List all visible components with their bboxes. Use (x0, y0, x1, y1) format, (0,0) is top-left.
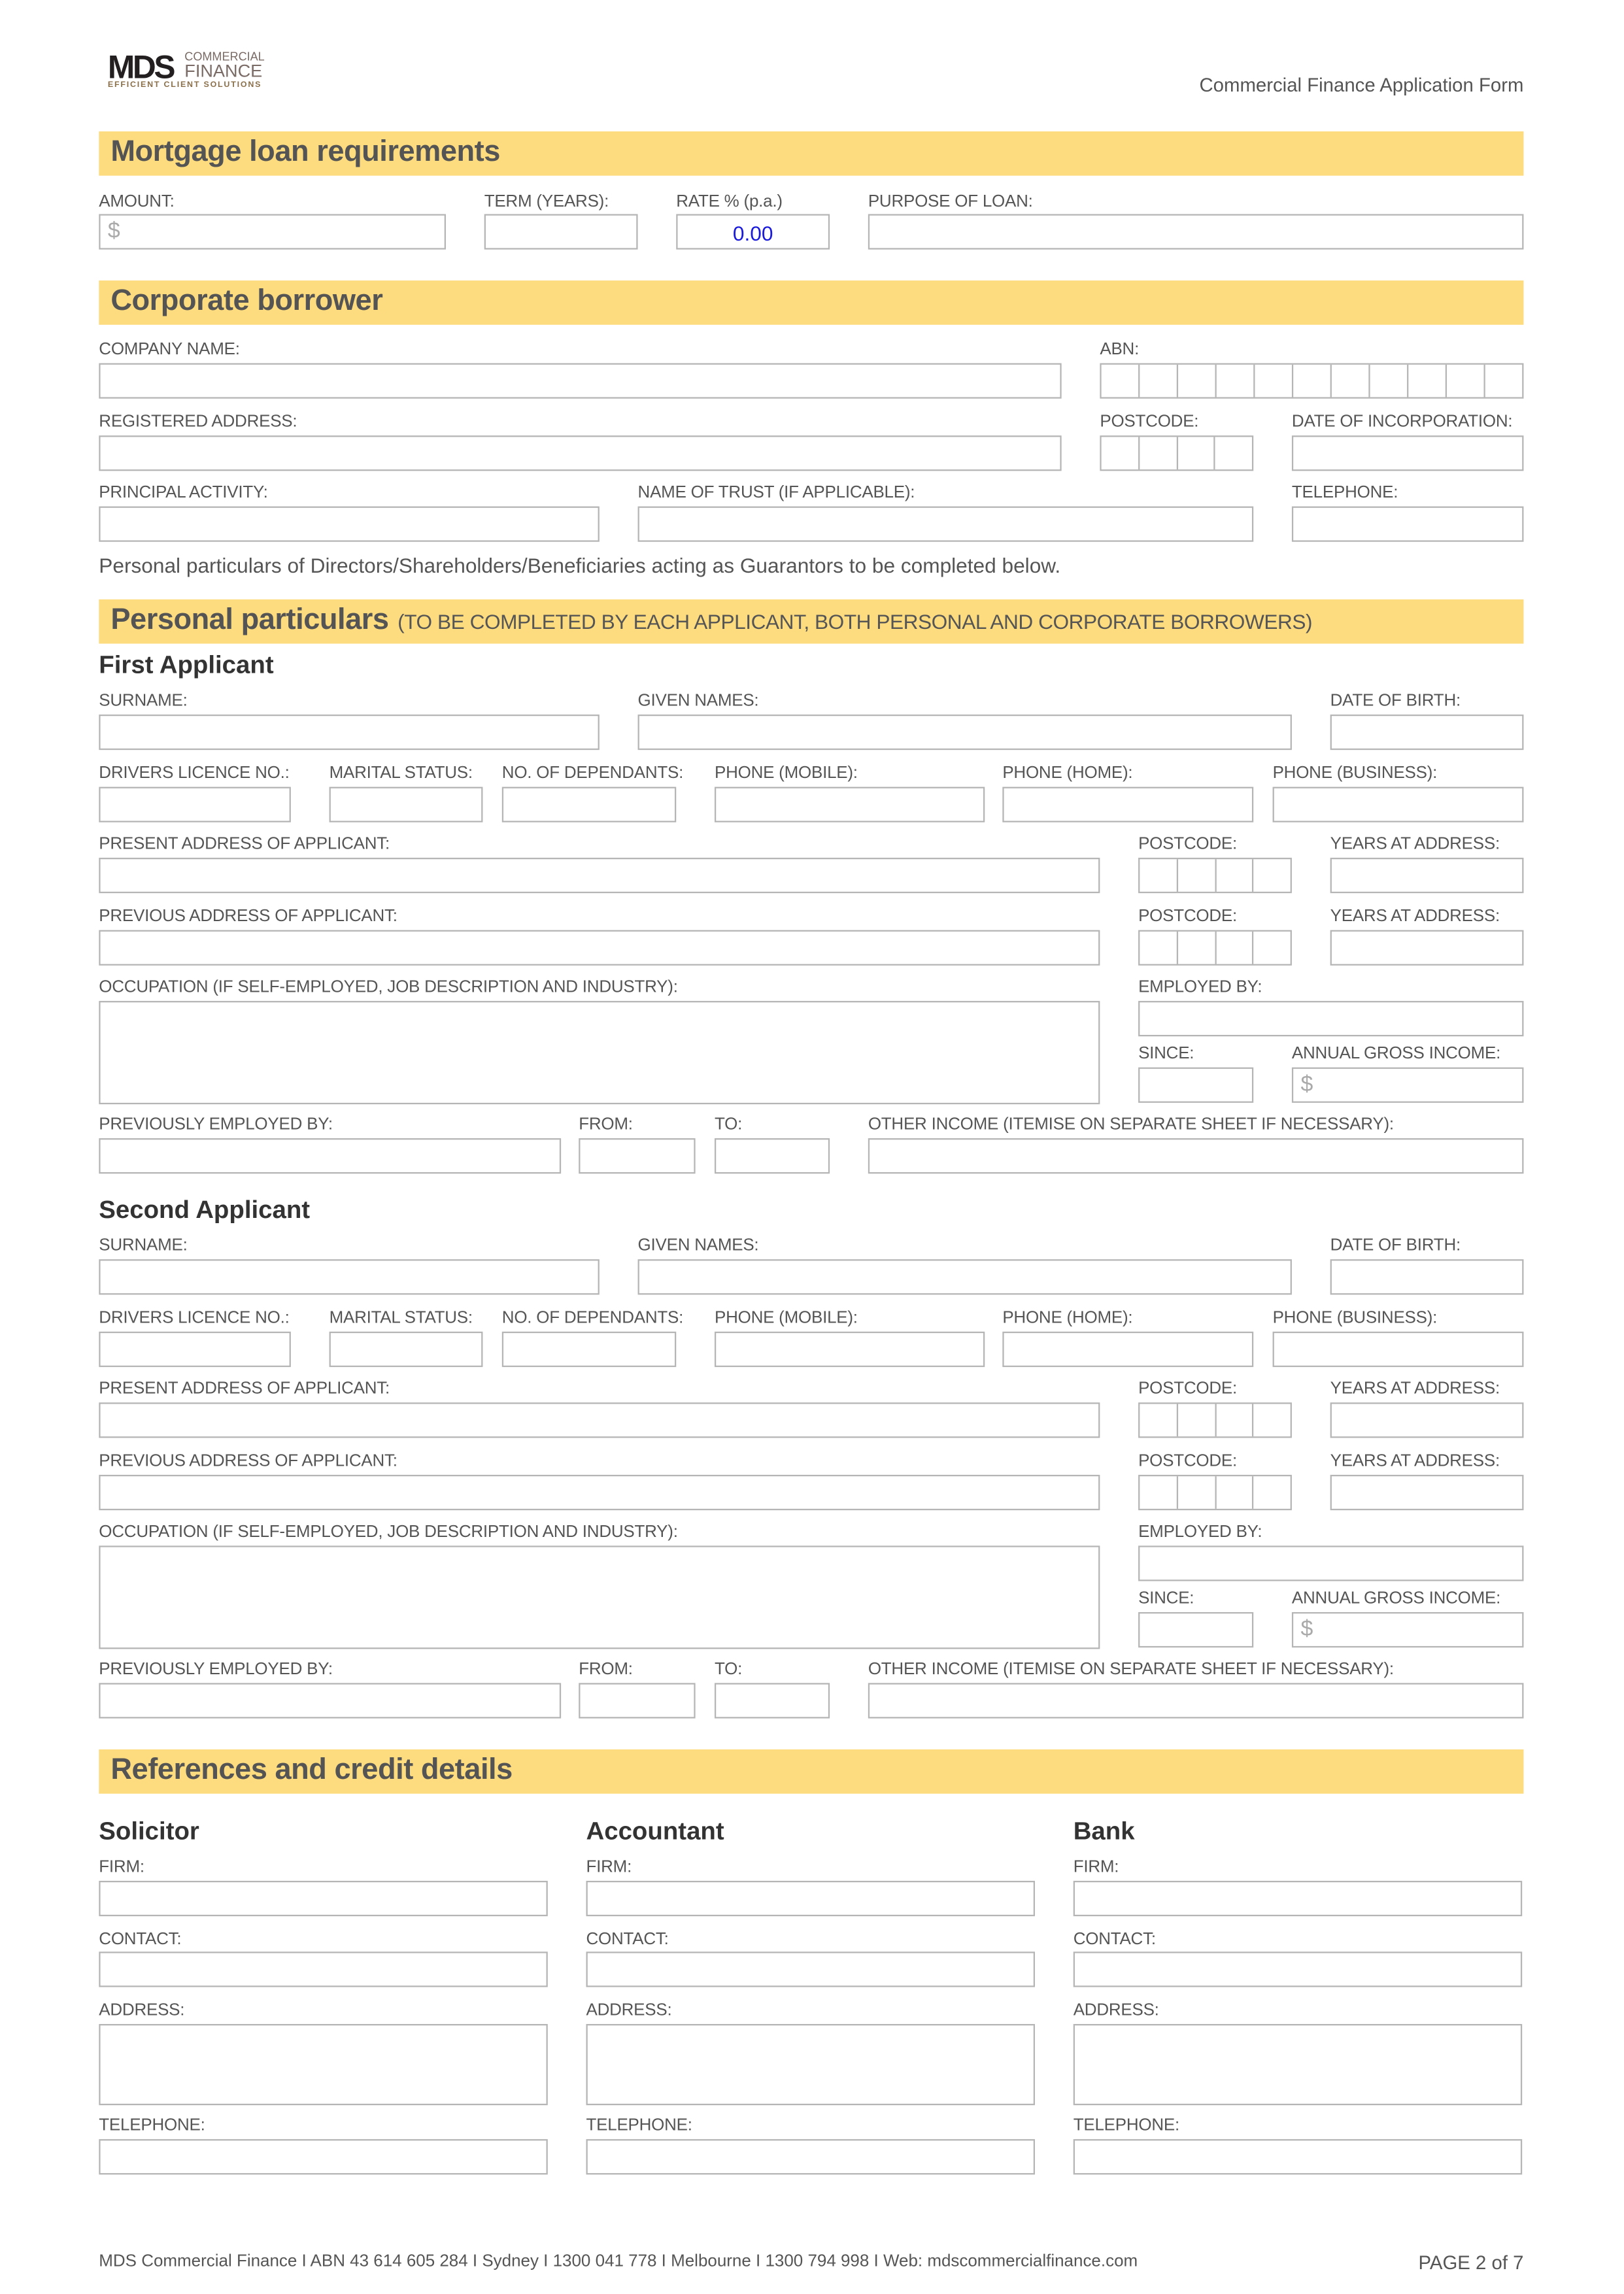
company-label: COMPANY NAME: (99, 341, 240, 359)
firm-label: FIRM: (586, 1859, 632, 1877)
contact-label: CONTACT: (1073, 1931, 1156, 1949)
business-phone-input[interactable] (1273, 787, 1524, 822)
address-label: ADDRESS: (1073, 2002, 1159, 2020)
employed-by-input[interactable] (1138, 1001, 1523, 1036)
contact-input[interactable] (99, 1951, 547, 1987)
activity-input[interactable] (99, 507, 600, 542)
telephone-input[interactable] (586, 2139, 1035, 2174)
marital-input[interactable] (330, 1332, 483, 1367)
mobile-input[interactable] (715, 787, 985, 822)
company-input[interactable] (99, 363, 1061, 399)
income-input[interactable] (1292, 1612, 1524, 1647)
dob-input[interactable] (1330, 1259, 1524, 1294)
firm-input[interactable] (1074, 1881, 1522, 1916)
dependants-input[interactable] (502, 1332, 676, 1367)
other-income-label: OTHER INCOME (ITEMISE ON SEPARATE SHEET IF NECESSARY): (868, 1661, 1394, 1679)
firm-input[interactable] (586, 1881, 1035, 1916)
occupation-label: OCCUPATION (IF SELF-EMPLOYED, JOB DESCRIPTION AND INDUSTRY): (99, 1523, 678, 1542)
to-label: TO: (714, 1116, 743, 1134)
rate-value: 0.00 (732, 221, 773, 245)
dob-label: DATE OF BIRTH: (1330, 1237, 1461, 1255)
dependants-label: NO. OF DEPENDANTS: (501, 764, 684, 783)
reference-title: Accountant (586, 1817, 724, 1846)
firm-label: FIRM: (1073, 1859, 1119, 1877)
dollar-prefix: $ (107, 218, 120, 244)
incorporation-input[interactable] (1292, 435, 1524, 471)
postcode-input[interactable] (1138, 858, 1292, 893)
section-title: Personal particulars (TO BE COMPLETED BY EACH APPLICANT, BOTH PERSONAL AND CORPORATE BORROWERS) (110, 603, 1313, 637)
marital-input[interactable] (330, 787, 483, 822)
logo-line2: FINANCE (184, 60, 263, 82)
income-label: ANNUAL GROSS INCOME: (1291, 1590, 1501, 1608)
postcode-input[interactable] (1100, 435, 1253, 471)
amount-input[interactable] (99, 214, 446, 249)
section-references (99, 1749, 1523, 1794)
postcode-label: POSTCODE: (1138, 1453, 1238, 1471)
firm-input[interactable] (99, 1881, 547, 1916)
since-label: SINCE: (1138, 1590, 1194, 1608)
present-address-label: PRESENT ADDRESS OF APPLICANT: (99, 835, 390, 854)
from-input[interactable] (579, 1138, 695, 1173)
prev-employed-input[interactable] (99, 1138, 561, 1173)
home-phone-label: PHONE (HOME): (1002, 1309, 1133, 1328)
trust-label: NAME OF TRUST (IF APPLICABLE): (637, 484, 915, 502)
logo-tagline: EFFICIENT CLIENT SOLUTIONS (107, 81, 262, 90)
from-label: FROM: (579, 1661, 633, 1679)
postcode-input[interactable] (1138, 930, 1292, 966)
previous-address-input[interactable] (99, 1475, 1100, 1510)
contact-label: CONTACT: (586, 1931, 669, 1949)
occupation-label: OCCUPATION (IF SELF-EMPLOYED, JOB DESCRIPTION AND INDUSTRY): (99, 979, 678, 997)
other-income-input[interactable] (868, 1683, 1524, 1718)
rate-label: RATE % (p.a.) (676, 193, 783, 211)
section-title: Corporate borrower (110, 284, 383, 318)
occupation-input[interactable] (99, 1545, 1100, 1649)
present-address-input[interactable] (99, 858, 1100, 893)
years-input[interactable] (1330, 930, 1524, 966)
postcode-label: POSTCODE: (1138, 1380, 1238, 1398)
occupation-input[interactable] (99, 1001, 1100, 1104)
from-input[interactable] (579, 1683, 695, 1718)
section-personal (99, 599, 1523, 644)
telephone-label: TELEPHONE: (586, 2117, 692, 2135)
abn-input[interactable] (1100, 363, 1523, 399)
applicant-title: Second Applicant (99, 1196, 311, 1224)
dollar-prefix: $ (1300, 1616, 1313, 1642)
years-label: YEARS AT ADDRESS: (1330, 1380, 1500, 1398)
abn-label: ABN: (1100, 341, 1140, 359)
section-mortgage (99, 131, 1523, 176)
years-label: YEARS AT ADDRESS: (1330, 835, 1500, 854)
previous-address-label: PREVIOUS ADDRESS OF APPLICANT: (99, 907, 398, 926)
home-phone-input[interactable] (1002, 787, 1253, 822)
amount-label: AMOUNT: (99, 193, 175, 211)
given-names-input[interactable] (638, 1259, 1292, 1294)
other-income-input[interactable] (868, 1138, 1524, 1173)
prev-employed-input[interactable] (99, 1683, 561, 1718)
prev-employed-label: PREVIOUSLY EMPLOYED BY: (99, 1661, 333, 1679)
surname-label: SURNAME: (99, 1237, 188, 1255)
telephone-input[interactable] (1292, 507, 1524, 542)
footer-info: MDS Commercial Finance I ABN 43 614 605 284 I Sydney I 1300 041 778 I Melbourne I 1300 794 998 I Web: mdscommercialfinance.com (99, 2253, 1138, 2271)
since-input[interactable] (1138, 1068, 1253, 1103)
postcode-input[interactable] (1138, 1402, 1292, 1438)
address-input[interactable] (586, 2024, 1035, 2105)
surname-input[interactable] (99, 1259, 600, 1294)
incorporation-label: DATE OF INCORPORATION: (1291, 413, 1513, 431)
page-number: PAGE 2 of 7 (1418, 2251, 1524, 2274)
income-label: ANNUAL GROSS INCOME: (1291, 1045, 1501, 1063)
mobile-label: PHONE (MOBILE): (714, 1309, 858, 1328)
years-label: YEARS AT ADDRESS: (1330, 907, 1500, 926)
address-label: ADDRESS: (586, 2002, 672, 2020)
years-label: YEARS AT ADDRESS: (1330, 1453, 1500, 1471)
telephone-label: TELEPHONE: (1073, 2117, 1179, 2135)
telephone-label: TELEPHONE: (1291, 484, 1398, 502)
reference-title: Bank (1073, 1817, 1135, 1846)
years-input[interactable] (1330, 1402, 1524, 1438)
previous-address-input[interactable] (99, 930, 1100, 966)
to-input[interactable] (715, 1683, 830, 1718)
contact-input[interactable] (1074, 1951, 1522, 1987)
reference-title: Solicitor (99, 1817, 199, 1846)
other-income-label: OTHER INCOME (ITEMISE ON SEPARATE SHEET IF NECESSARY): (868, 1116, 1394, 1134)
dollar-prefix: $ (1300, 1071, 1313, 1097)
trust-input[interactable] (638, 507, 1254, 542)
postcode-input[interactable] (1138, 1475, 1292, 1510)
to-input[interactable] (715, 1138, 830, 1173)
section-title: Mortgage loan requirements (110, 135, 500, 169)
licence-label: DRIVERS LICENCE NO.: (99, 1309, 290, 1328)
section-corporate (99, 280, 1523, 325)
address-input[interactable] (1074, 2024, 1522, 2105)
term-label: TERM (YEARS): (484, 193, 609, 211)
prev-employed-label: PREVIOUSLY EMPLOYED BY: (99, 1116, 333, 1134)
telephone-input[interactable] (1074, 2139, 1522, 2174)
postcode-label: POSTCODE: (1138, 907, 1238, 926)
given-names-label: GIVEN NAMES: (637, 1237, 759, 1255)
telephone-input[interactable] (99, 2139, 547, 2174)
marital-label: MARITAL STATUS: (329, 1309, 473, 1328)
section-subtitle: (TO BE COMPLETED BY EACH APPLICANT, BOTH PERSONAL AND CORPORATE BORROWERS) (398, 609, 1313, 633)
address-label: ADDRESS: (99, 2002, 185, 2020)
activity-label: PRINCIPAL ACTIVITY: (99, 484, 268, 502)
firm-label: FIRM: (99, 1859, 144, 1877)
employed-by-label: EMPLOYED BY: (1138, 979, 1262, 997)
address-label: REGISTERED ADDRESS: (99, 413, 297, 431)
business-phone-label: PHONE (BUSINESS): (1272, 1309, 1438, 1328)
surname-input[interactable] (99, 715, 600, 750)
previous-address-label: PREVIOUS ADDRESS OF APPLICANT: (99, 1453, 398, 1471)
surname-label: SURNAME: (99, 692, 188, 711)
from-label: FROM: (579, 1116, 633, 1134)
logo-line1: COMMERCIAL (184, 50, 265, 64)
dependants-label: NO. OF DEPENDANTS: (501, 1309, 684, 1328)
section-title: References and credit details (110, 1753, 513, 1787)
term-input[interactable] (484, 214, 638, 249)
home-phone-label: PHONE (HOME): (1002, 764, 1133, 783)
business-phone-input[interactable] (1273, 1332, 1524, 1367)
present-address-label: PRESENT ADDRESS OF APPLICANT: (99, 1380, 390, 1398)
rate-input[interactable] (676, 214, 830, 249)
since-input[interactable] (1138, 1612, 1253, 1647)
postcode-label: POSTCODE: (1138, 835, 1238, 854)
address-input[interactable] (99, 2024, 547, 2105)
licence-label: DRIVERS LICENCE NO.: (99, 764, 290, 783)
years-input[interactable] (1330, 1475, 1524, 1510)
postcode-label: POSTCODE: (1100, 413, 1199, 431)
since-label: SINCE: (1138, 1045, 1194, 1063)
applicant-title: First Applicant (99, 650, 274, 679)
income-input[interactable] (1292, 1068, 1524, 1103)
given-names-label: GIVEN NAMES: (637, 692, 759, 711)
guarantor-note: Personal particulars of Directors/Shareholders/Beneficiaries acting as Guarantors to be completed below. (99, 553, 1061, 577)
mobile-label: PHONE (MOBILE): (714, 764, 858, 783)
business-phone-label: PHONE (BUSINESS): (1272, 764, 1438, 783)
telephone-label: TELEPHONE: (99, 2117, 205, 2135)
mobile-input[interactable] (715, 1332, 985, 1367)
contact-input[interactable] (586, 1951, 1035, 1987)
employed-by-label: EMPLOYED BY: (1138, 1523, 1262, 1542)
logo (108, 49, 278, 93)
contact-label: CONTACT: (99, 1931, 182, 1949)
to-label: TO: (714, 1661, 743, 1679)
form-title: Commercial Finance Application Form (1199, 73, 1524, 96)
given-names-input[interactable] (638, 715, 1292, 750)
employed-by-input[interactable] (1138, 1545, 1523, 1581)
marital-label: MARITAL STATUS: (329, 764, 473, 783)
present-address-input[interactable] (99, 1402, 1100, 1438)
dob-input[interactable] (1330, 715, 1524, 750)
years-input[interactable] (1330, 858, 1524, 893)
purpose-input[interactable] (868, 214, 1524, 249)
logo-mark: MDS (107, 48, 174, 86)
address-input[interactable] (99, 435, 1061, 471)
dob-label: DATE OF BIRTH: (1330, 692, 1461, 711)
licence-input[interactable] (99, 787, 291, 822)
purpose-label: PURPOSE OF LOAN: (868, 193, 1033, 211)
home-phone-input[interactable] (1002, 1332, 1253, 1367)
dependants-input[interactable] (502, 787, 676, 822)
licence-input[interactable] (99, 1332, 291, 1367)
